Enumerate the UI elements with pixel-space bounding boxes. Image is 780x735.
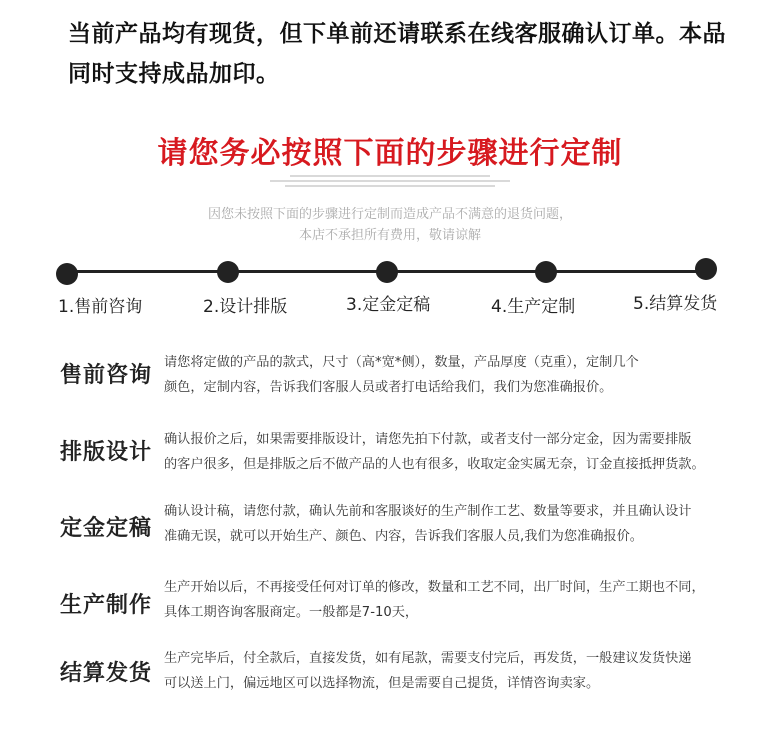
section-text-line-2: 的客户很多，但是排版之后不做产品的人也有很多，收取定金实属无奈，订金直接抵押货款。 — [164, 457, 705, 472]
step-label-4: 4.生产定制 — [491, 297, 576, 317]
notice-text: 当前产品均有现货，但下单前还请联系在线客服确认订单。本品同时支持成品加印。 — [68, 21, 726, 87]
timeline-dot-2 — [217, 261, 239, 283]
section-title: 结算发货 — [60, 661, 153, 686]
section-text — [164, 499, 744, 549]
section-text-line-1: 请您将定做的产品的款式，尺寸（高*宽*侧），数量，产品厚度（克重），定制几个 — [164, 355, 639, 370]
step-label-5: 5.结算发货 — [633, 294, 718, 314]
subtitle-line-1: 因您未按照下面的步骤进行定制而造成产品不满意的退货问题， — [207, 207, 572, 222]
section-text — [164, 427, 744, 477]
section-text-line-1: 确认设计稿，请您付款，确认先前和客服谈好的生产制作工艺、数量等要求，并且确认设计 — [164, 504, 692, 519]
section-title: 生产制作 — [60, 593, 153, 618]
section-text-line-2: 准确无误，就可以开始生产、颜色、内容，告诉我们客服人员,我们为您准确报价。 — [164, 529, 643, 544]
timeline-dot-5 — [695, 258, 717, 280]
subtitle-line-2: 本店不承担所有费用，敬请谅解 — [298, 228, 481, 243]
main-title: 请您务必按照下面的步骤进行定制 — [157, 136, 623, 171]
step-label-1: 1.售前咨询 — [58, 297, 143, 317]
faint-decoration — [260, 172, 520, 190]
section-text — [164, 350, 744, 400]
section-text-line-1: 生产完毕后，付全款后，直接发货，如有尾款，需要支付完后，再发货，一般建议发货快递 — [164, 651, 692, 666]
section-text — [164, 575, 744, 625]
section-title: 定金定稿 — [60, 516, 153, 541]
section-text-line-2: 可以送上门，偏远地区可以选择物流，但是需要自己提货，详情咨询卖家。 — [164, 676, 600, 691]
timeline-dot-4 — [535, 261, 557, 283]
timeline-dot-3 — [376, 261, 398, 283]
section-title: 售前咨询 — [60, 363, 153, 388]
timeline-dot-1 — [56, 263, 78, 285]
section-text-line-2: 颜色，定制内容，告诉我们客服人员或者打电话给我们，我们为您准确报价。 — [164, 380, 613, 395]
section-text-line-1: 确认报价之后，如果需要排版设计，请您先拍下付款，或者支付一部分定金，因为需要排版 — [164, 432, 692, 447]
section-text-line-1: 生产开始以后，不再接受任何对订单的修改，数量和工艺不同，出厂时间，生产工期也不同， — [164, 580, 705, 595]
step-label-2: 2.设计排版 — [203, 297, 288, 317]
subtitle — [0, 204, 780, 246]
section-text — [164, 646, 744, 696]
step-label-3: 3.定金定稿 — [346, 295, 431, 315]
section-text-line-2: 具体工期咨询客服商定。一般都是7-10天， — [164, 605, 419, 620]
section-title: 排版设计 — [60, 440, 153, 465]
